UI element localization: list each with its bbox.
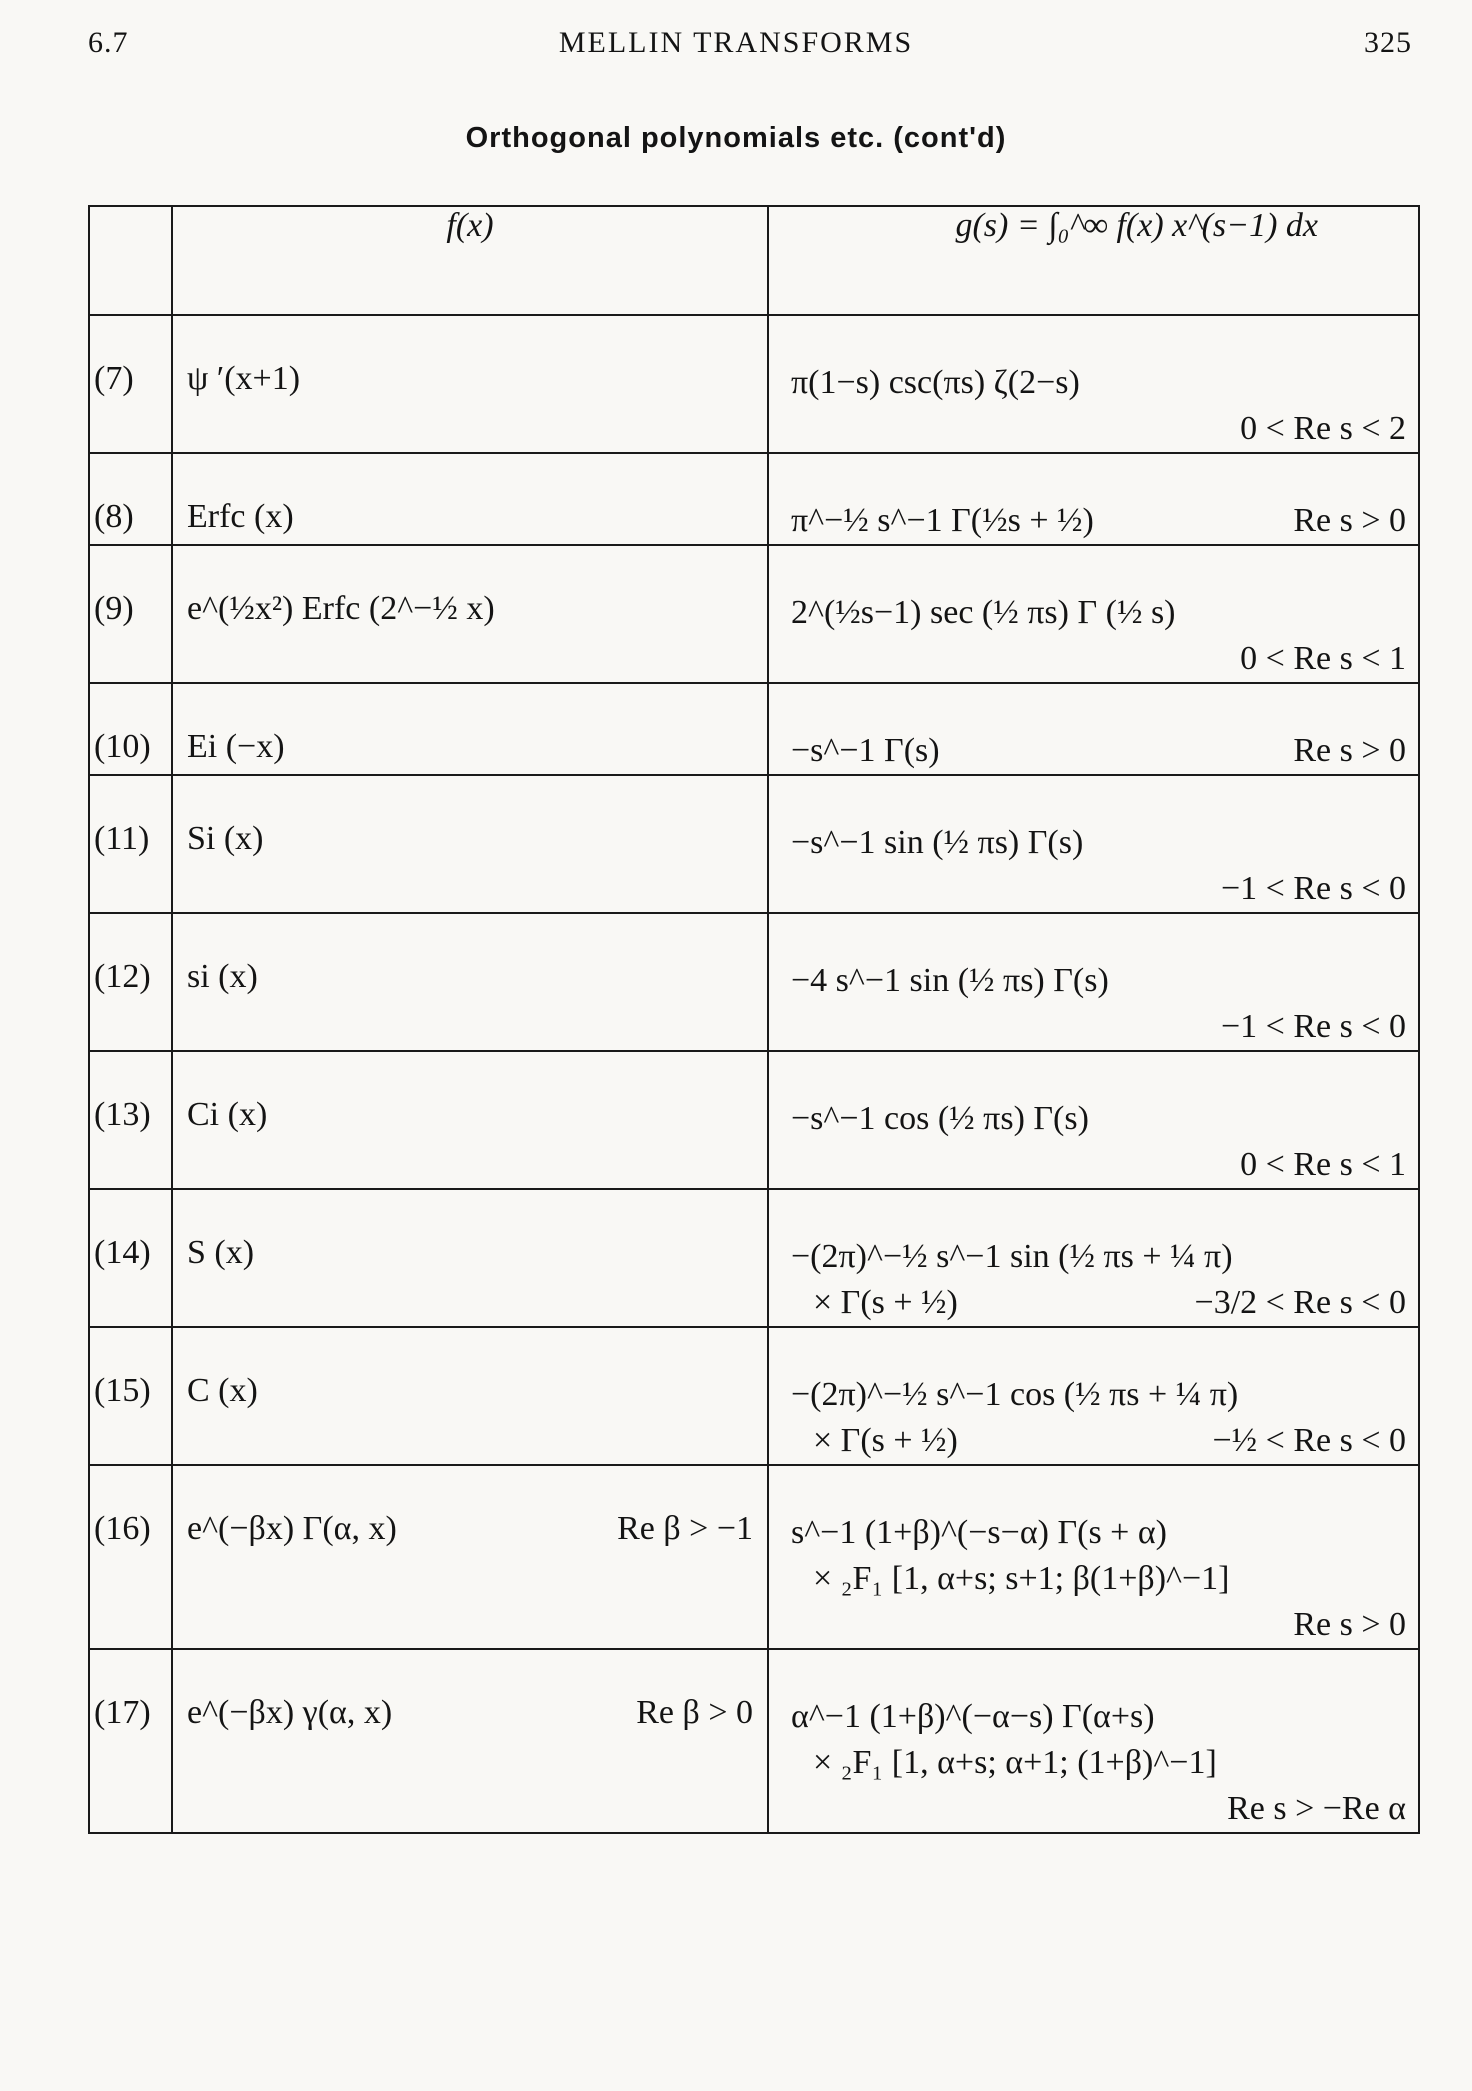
gs-cell	[768, 1189, 1419, 1327]
entry-number: (8)	[89, 453, 172, 545]
gs-expression-line: α^−1 (1+β)^(−α−s) Γ(α+s)	[791, 1698, 1155, 1735]
table-caption: Orthogonal polynomials etc. (cont'd)	[465, 122, 1007, 154]
gs-expression-line: × ₂F₁ [1, α+s; s+1; β(1+β)^−1]	[813, 1560, 1230, 1597]
table-row	[89, 453, 1419, 545]
fx-expression: e^(−βx) γ(α, x)	[187, 1694, 393, 1731]
table-header-row	[89, 206, 1419, 315]
fx-cell	[172, 1465, 768, 1649]
fx-expression: e^(½x²) Erfc (2^−½ x)	[187, 590, 495, 627]
table-row	[89, 1649, 1419, 1833]
header-gs: g(s) = ∫₀^∞ f(x) x^(s−1) dx	[768, 206, 1419, 315]
fx-expression: Erfc (x)	[187, 498, 294, 535]
gs-expression-line: π(1−s) csc(πs) ζ(2−s)	[791, 364, 1080, 401]
fx-cell	[172, 913, 768, 1051]
running-title: MELLIN TRANSFORMS	[558, 26, 914, 59]
gs-cell	[768, 315, 1419, 453]
entry-number: (7)	[89, 315, 172, 453]
table-row	[89, 913, 1419, 1051]
section-number: 6.7	[88, 26, 129, 59]
gs-condition: 0 < Re s < 2	[1240, 410, 1406, 447]
gs-condition: −½ < Re s < 0	[1212, 1422, 1406, 1459]
gs-expression-line: −4 s^−1 sin (½ πs) Γ(s)	[791, 962, 1109, 999]
fx-condition: Re β > −1	[617, 1510, 753, 1547]
fx-expression: C (x)	[187, 1372, 258, 1409]
entry-number: (11)	[89, 775, 172, 913]
fx-cell	[172, 1051, 768, 1189]
fx-cell	[172, 1649, 768, 1833]
gs-expression-line: −s^−1 Γ(s)	[791, 732, 940, 769]
entry-number: (14)	[89, 1189, 172, 1327]
gs-condition: Re s > −Re α	[1227, 1790, 1406, 1827]
fx-expression: S (x)	[187, 1234, 255, 1271]
table-row	[89, 1189, 1419, 1327]
entry-number: (16)	[89, 1465, 172, 1649]
fx-cell	[172, 545, 768, 683]
gs-expression-line: −(2π)^−½ s^−1 cos (½ πs + ¼ π)	[791, 1376, 1239, 1413]
gs-expression-line: × Γ(s + ½)	[813, 1284, 958, 1321]
gs-expression-line: × Γ(s + ½)	[813, 1422, 958, 1459]
table-row	[89, 1051, 1419, 1189]
entry-number: (15)	[89, 1327, 172, 1465]
fx-expression: Ei (−x)	[187, 728, 285, 765]
fx-expression: Ci (x)	[187, 1096, 268, 1133]
mellin-transform-table	[88, 205, 1420, 1834]
page-number: 325	[1364, 26, 1412, 59]
gs-condition: Re s > 0	[1293, 1606, 1406, 1643]
header-number-cell	[89, 206, 172, 315]
gs-expression-line: × ₂F₁ [1, α+s; α+1; (1+β)^−1]	[813, 1744, 1217, 1781]
gs-cell	[768, 913, 1419, 1051]
gs-expression-line: 2^(½s−1) sec (½ πs) Γ (½ s)	[791, 594, 1176, 631]
gs-condition: −1 < Re s < 0	[1220, 1008, 1406, 1045]
fx-cell	[172, 1189, 768, 1327]
table-row	[89, 1327, 1419, 1465]
gs-cell	[768, 453, 1419, 545]
fx-expression: Si (x)	[187, 820, 264, 857]
gs-condition: −1 < Re s < 0	[1220, 870, 1406, 907]
entry-number: (13)	[89, 1051, 172, 1189]
gs-expression-line: s^−1 (1+β)^(−s−α) Γ(s + α)	[791, 1514, 1167, 1551]
fx-cell	[172, 1327, 768, 1465]
fx-expression: si (x)	[187, 958, 258, 995]
entry-number: (9)	[89, 545, 172, 683]
fx-condition: Re β > 0	[636, 1694, 753, 1731]
table-row	[89, 1465, 1419, 1649]
gs-cell	[768, 1327, 1419, 1465]
fx-cell	[172, 315, 768, 453]
gs-condition: 0 < Re s < 1	[1240, 1146, 1406, 1183]
gs-cell	[768, 1051, 1419, 1189]
header-fx: f(x)	[172, 206, 768, 315]
fx-cell	[172, 683, 768, 775]
gs-condition: 0 < Re s < 1	[1240, 640, 1406, 677]
gs-cell	[768, 1465, 1419, 1649]
gs-cell	[768, 1649, 1419, 1833]
table-row	[89, 545, 1419, 683]
entry-number: (12)	[89, 913, 172, 1051]
gs-expression-line: −(2π)^−½ s^−1 sin (½ πs + ¼ π)	[791, 1238, 1233, 1275]
table-row	[89, 683, 1419, 775]
table-row	[89, 775, 1419, 913]
gs-expression-line: −s^−1 cos (½ πs) Γ(s)	[791, 1100, 1089, 1137]
gs-cell	[768, 545, 1419, 683]
fx-expression: e^(−βx) Γ(α, x)	[187, 1510, 397, 1547]
fx-expression: ψ ′(x+1)	[187, 360, 301, 397]
gs-cell	[768, 775, 1419, 913]
fx-cell	[172, 453, 768, 545]
gs-condition: Re s > 0	[1293, 502, 1406, 539]
table-row	[89, 315, 1419, 453]
entry-number: (10)	[89, 683, 172, 775]
gs-expression-line: π^−½ s^−1 Γ(½s + ½)	[791, 502, 1094, 539]
entry-number: (17)	[89, 1649, 172, 1833]
fx-cell	[172, 775, 768, 913]
gs-condition: −3/2 < Re s < 0	[1194, 1284, 1406, 1321]
gs-cell	[768, 683, 1419, 775]
gs-expression-line: −s^−1 sin (½ πs) Γ(s)	[791, 824, 1084, 861]
gs-condition: Re s > 0	[1293, 732, 1406, 769]
